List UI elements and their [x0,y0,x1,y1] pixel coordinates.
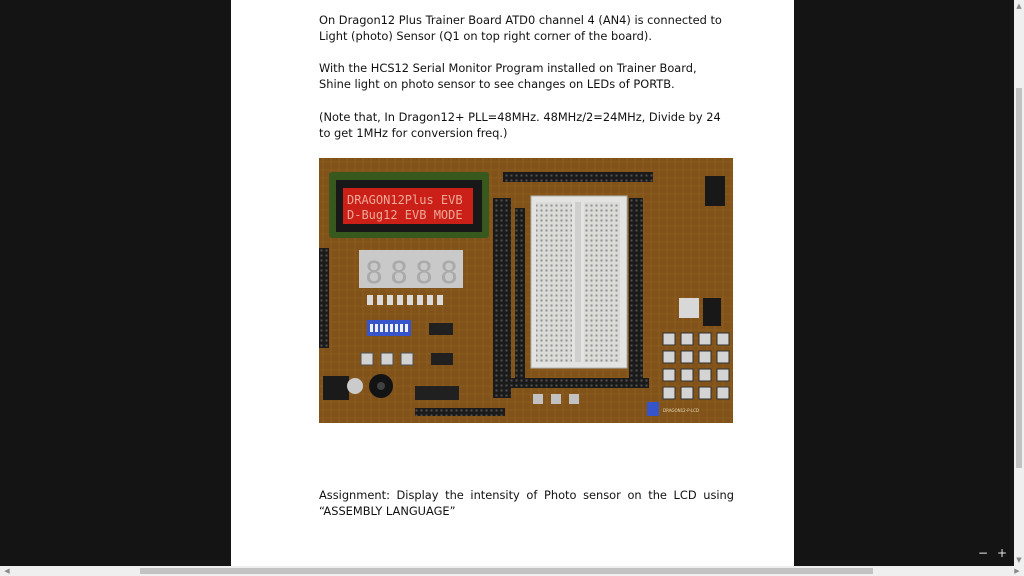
scroll-right-arrow-icon[interactable]: ▶ [1014,567,1020,575]
scroll-up-arrow-icon[interactable]: ▲ [1016,2,1022,10]
zoom-in-button[interactable]: + [996,546,1008,560]
lcd-line-1: DRAGON12Plus EVB [347,193,463,207]
seven-segment-digit-3: 8 [415,256,434,291]
paragraph-intro: On Dragon12 Plus Trainer Board ATD0 channel 4 (AN4) is connected to Light (photo) Sensor (Q1 on top right corner of the board). [319,13,726,44]
seven-segment-digit-2: 8 [390,256,409,291]
horizontal-scrollbar-thumb[interactable] [140,568,873,574]
board-photo [319,158,733,423]
horizontal-scrollbar[interactable] [0,566,1024,576]
paragraph-assignment: Assignment: Display the intensity of Photo sensor on the LCD using “ASSEMBLY LANGUAGE” [319,488,738,519]
vertical-scrollbar-thumb[interactable] [1016,88,1022,468]
seven-segment-digit-1: 8 [365,256,384,291]
lcd-line-2: D-Bug12 EVB MODE [347,208,463,222]
scroll-down-arrow-icon[interactable]: ▼ [1016,556,1022,564]
seven-segment-digit-4: 8 [440,256,459,291]
vertical-scrollbar[interactable] [1014,0,1024,566]
document-page [231,0,794,566]
scroll-left-arrow-icon[interactable]: ◀ [4,567,10,575]
zoom-out-button[interactable]: − [977,546,989,560]
board-silkscreen-label: DRAGON12-P-LCD [663,408,700,413]
paragraph-serial-monitor: With the HCS12 Serial Monitor Program installed on Trainer Board, Shine light on photo sensor to see changes on LEDs of PORTB. [319,61,697,92]
paragraph-note: (Note that, In Dragon12+ PLL=48MHz. 48MHz/2=24MHz, Divide by 24 to get 1MHz for conversion freq.) [319,110,725,141]
